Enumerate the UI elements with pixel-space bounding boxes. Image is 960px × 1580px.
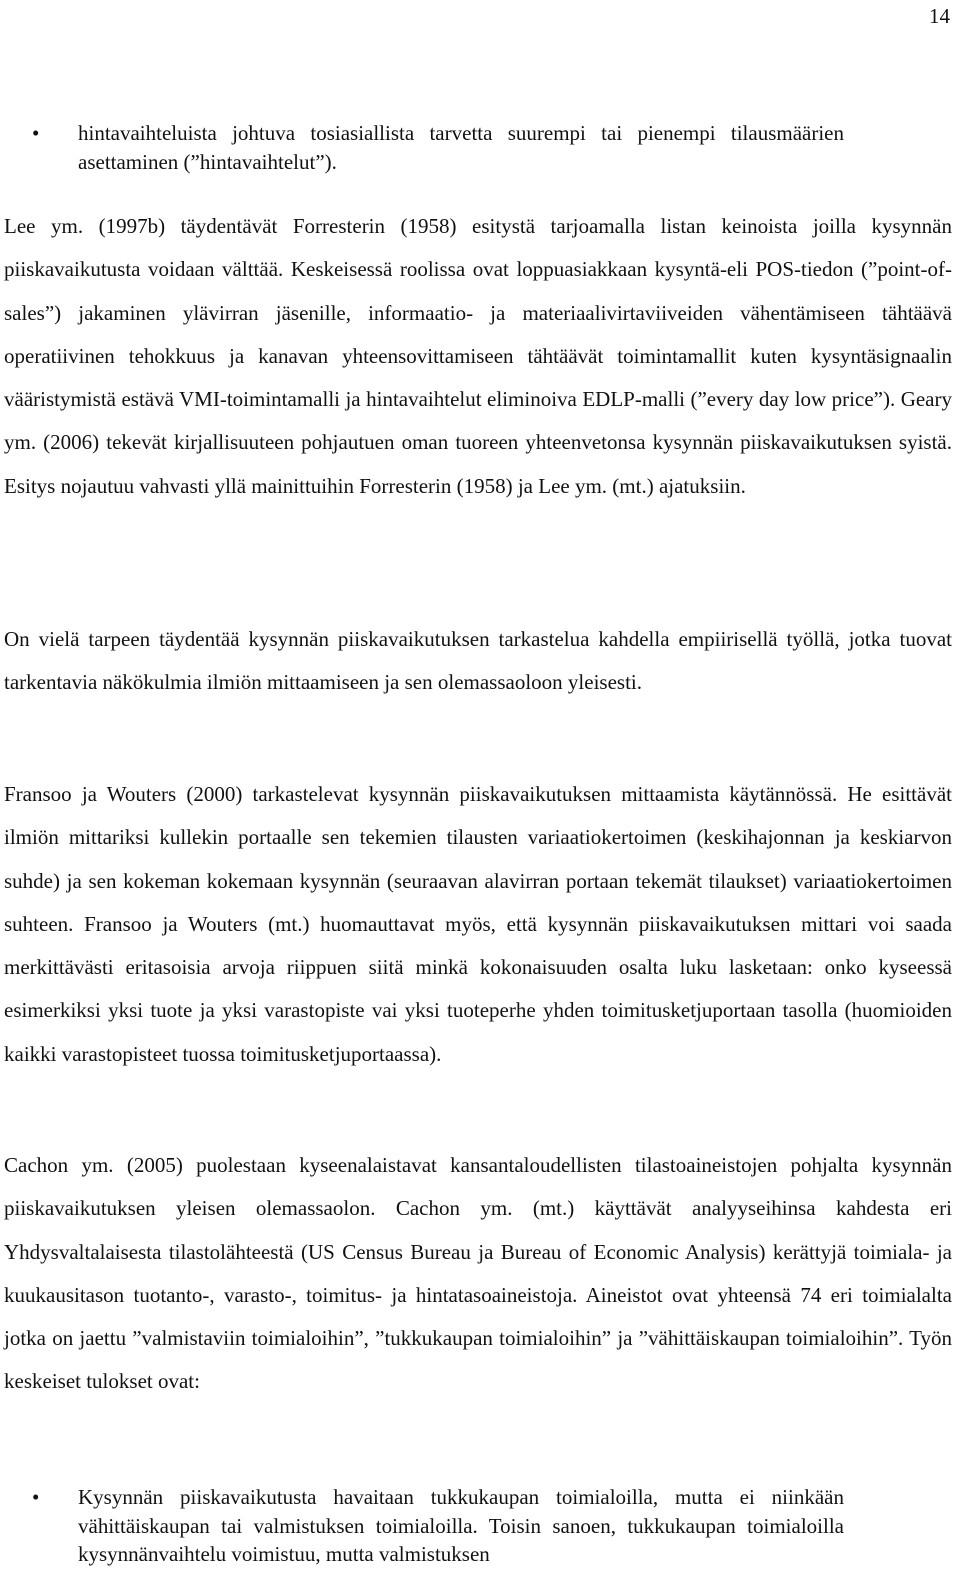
bullet-list (0, 1483, 960, 1569)
bullet-list (0, 119, 960, 176)
paragraph: On vielä tarpeen täydentää kysynnän piiskavaikutuksen tarkastelua kahdella empiirisellä työllä, jotka tuovat tarkentavia näkökulmia ilmiön mittaamiseen ja sen olemassaoloon yleisesti. (4, 627, 952, 695)
bullet-text: hintavaihteluista johtuva tosiasiallista tarvetta suurempi tai pienempi tilausmäärien asettaminen (”hintavaihtelut”). (78, 121, 844, 174)
paragraph: Fransoo ja Wouters (2000) tarkastelevat kysynnän piiskavaikutuksen mittaamista käytännössä. He esittävät ilmiön mittariksi kullekin portaalle sen tekemien tilausten variaatiokertoimen (keskihajonnan ja keskiarvon suhde) ja sen kokeman kokemaan kysynnän (seuraavan alavirran portaan tekemät tilaukset) variaatiokertoimen suhteen. Fransoo ja Wouters (mt.) huomauttavat myös, että kysynnän piiskavaikutuksen mittari voi saada merkittävästi eritasoisia arvoja riippuen siitä minkä kokonaisuuden osalta luku lasketaan: onko kyseessä esimerkiksi yksi tuote ja yksi varastopiste vai yksi tuoteperhe yhden toimitusketjuportaan tasolla (huomioiden kaikki varastopisteet tuossa toimitusketjuportaassa). (4, 782, 952, 1066)
bullet-item (0, 119, 844, 176)
paragraph: Cachon ym. (2005) puolestaan kyseenalaistavat kansantaloudellisten tilastoaineistojen pohjalta kysynnän piiskavaikutuksen yleisen olemassaolon. Cachon ym. (mt.) käyttävät analyyseihinsa kahdesta eri Yhdysvaltalaisesta tilastolähteestä (US Census Bureau ja Bureau of Economic Analysis) kerättyjä toimiala- ja kuukausitason tuotanto-, varasto-, toimitus- ja hintatasoaineistoja. Aineistot ovat yhteensä 74 eri toimialalta jotka on jaettu ”valmistaviin toimialoihin”, ”tukkukaupan toimialoihin” ja ”vähittäiskaupan toimialoihin”. Työn keskeiset tulokset ovat: (4, 1153, 952, 1394)
bullet-item (0, 1483, 844, 1569)
bullet-icon: • (32, 121, 40, 145)
page-number: 14 (929, 4, 950, 28)
bullet-text: Kysynnän piiskavaikutusta havaitaan tukkukaupan toimialoilla, mutta ei niinkään vähittäiskaupan tai valmistuksen toimialoilla. Toisin sanoen, tukkukaupan toimialoilla kysynnänvaihtelu voimistuu, mutta valmistuksen (78, 1485, 844, 1566)
bullet-icon: • (32, 1485, 40, 1509)
paragraph: Lee ym. (1997b) täydentävät Forresterin (1958) esitystä tarjoamalla listan keinoista joilla kysynnän piiskavaikutusta voidaan välttää. Keskeisessä roolissa ovat loppuasiakkaan kysyntä-eli POS-tiedon (”point-of-sales”) jakaminen ylävirran jäsenille, informaatio- ja materiaalivirtaviiveiden vähentämiseen tähtäävä operatiivinen tehokkuus ja kanavan yhteensovittamiseen tähtäävät toimintamallit kuten kysyntäsignaalin vääristymistä estävä VMI-toimintamalli ja hintavaihtelut eliminoiva EDLP-malli (”every day low price”). Geary ym. (2006) tekevät kirjallisuuteen pohjautuen oman tuoreen yhteenvetonsa kysynnän piiskavaikutuksen syistä. Esitys nojautuu vahvasti yllä mainittuihin Forresterin (1958) ja Lee ym. (mt.) ajatuksiin. (4, 214, 952, 498)
